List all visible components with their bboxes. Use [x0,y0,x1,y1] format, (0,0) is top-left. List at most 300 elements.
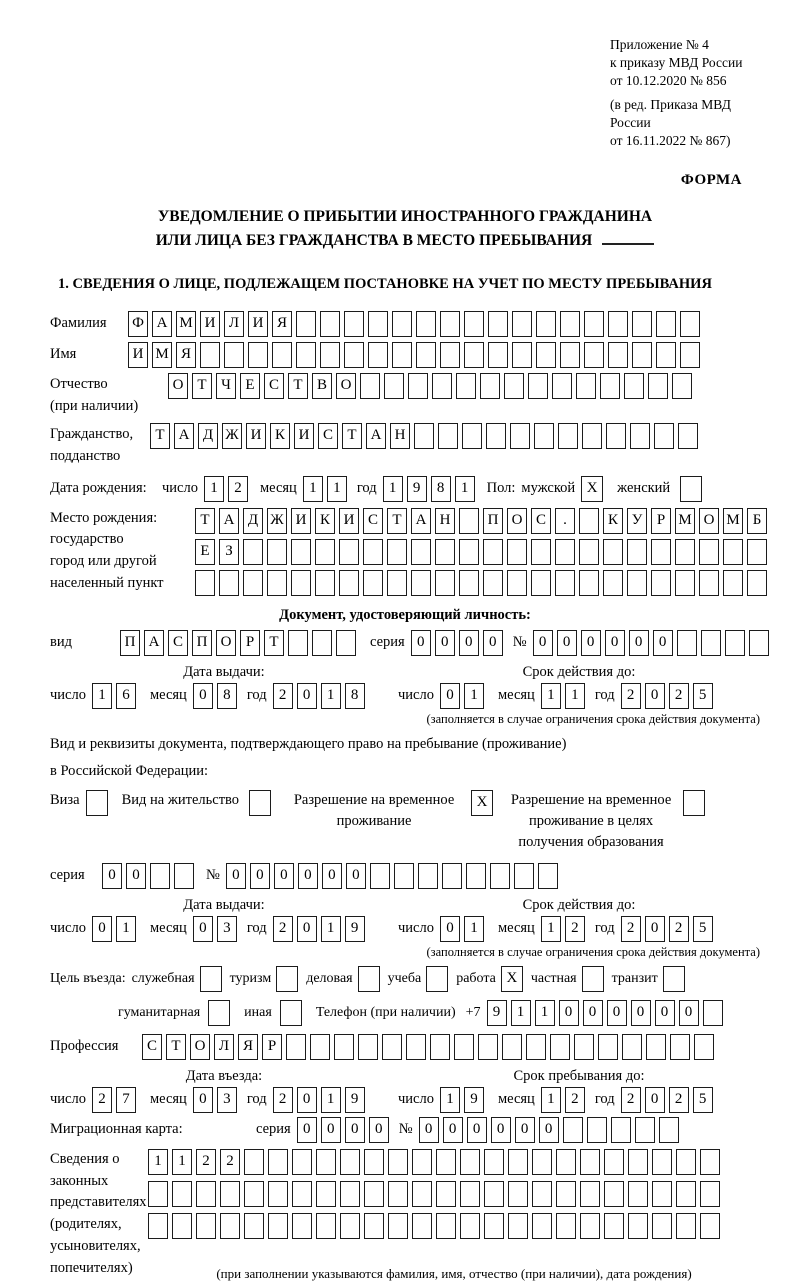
migration-series-cells[interactable] [297,1117,393,1143]
char-cell[interactable]: Р [262,1034,282,1060]
char-cell[interactable]: Ч [216,373,236,399]
char-cell[interactable] [608,311,628,337]
char-cell[interactable]: 0 [274,863,294,889]
char-cell[interactable] [580,1181,600,1207]
residence-permit-checkbox[interactable] [249,790,271,816]
visa-checkbox[interactable] [86,790,108,816]
char-cell[interactable] [316,1213,336,1239]
char-cell[interactable]: А [366,423,386,449]
char-cell[interactable] [174,863,194,889]
char-cell[interactable]: П [120,630,140,656]
char-cell[interactable]: Е [240,373,260,399]
char-cell[interactable] [652,1213,672,1239]
char-cell[interactable] [459,570,479,596]
char-cell[interactable] [584,342,604,368]
char-cell[interactable] [334,1034,354,1060]
char-cell[interactable] [675,539,695,565]
purpose-private-checkbox[interactable] [582,966,604,992]
char-cell[interactable] [310,1034,330,1060]
char-cell[interactable]: 2 [273,683,293,709]
char-cell[interactable] [414,423,434,449]
char-cell[interactable] [550,1034,570,1060]
char-cell[interactable]: 9 [345,1087,365,1113]
char-cell[interactable] [296,342,316,368]
char-cell[interactable]: К [270,423,290,449]
patronymic-cells[interactable] [168,373,696,399]
char-cell[interactable]: 0 [419,1117,439,1143]
char-cell[interactable]: 1 [565,683,585,709]
char-cell[interactable] [268,1213,288,1239]
purpose-business-checkbox[interactable] [358,966,380,992]
char-cell[interactable] [243,539,263,565]
char-cell[interactable] [368,342,388,368]
char-cell[interactable] [316,1181,336,1207]
char-cell[interactable]: 2 [669,916,689,942]
char-cell[interactable]: 2 [196,1149,216,1175]
purpose-work-checkbox[interactable]: X [501,966,523,992]
char-cell[interactable] [267,539,287,565]
char-cell[interactable]: 1 [464,916,484,942]
char-cell[interactable] [339,570,359,596]
char-cell[interactable]: 1 [455,476,475,502]
char-cell[interactable] [268,1149,288,1175]
residence-valid-day-cells[interactable] [440,916,488,942]
char-cell[interactable]: И [128,342,148,368]
char-cell[interactable] [580,1149,600,1175]
char-cell[interactable] [172,1213,192,1239]
char-cell[interactable] [148,1213,168,1239]
char-cell[interactable] [286,1034,306,1060]
char-cell[interactable] [312,630,332,656]
char-cell[interactable]: 0 [193,916,213,942]
char-cell[interactable]: 5 [693,1087,713,1113]
char-cell[interactable] [296,311,316,337]
char-cell[interactable]: Т [150,423,170,449]
char-cell[interactable]: 2 [273,916,293,942]
char-cell[interactable]: 1 [541,916,561,942]
char-cell[interactable]: 2 [621,916,641,942]
char-cell[interactable] [315,539,335,565]
temp-residence-education-checkbox[interactable] [683,790,705,816]
char-cell[interactable]: П [192,630,212,656]
char-cell[interactable] [315,570,335,596]
char-cell[interactable]: 0 [440,683,460,709]
char-cell[interactable] [507,570,527,596]
representatives-row2-cells[interactable] [148,1181,724,1207]
char-cell[interactable]: 0 [655,1000,675,1026]
char-cell[interactable] [725,630,745,656]
char-cell[interactable]: И [339,508,359,534]
char-cell[interactable] [534,423,554,449]
doc-issue-year-cells[interactable] [273,683,369,709]
char-cell[interactable]: 2 [621,683,641,709]
char-cell[interactable]: 0 [443,1117,463,1143]
char-cell[interactable] [600,373,620,399]
char-cell[interactable]: 2 [273,1087,293,1113]
char-cell[interactable] [532,1149,552,1175]
char-cell[interactable] [510,423,530,449]
char-cell[interactable]: 5 [693,916,713,942]
char-cell[interactable] [514,863,534,889]
char-cell[interactable] [659,1117,679,1143]
char-cell[interactable]: 2 [565,1087,585,1113]
char-cell[interactable]: Н [435,508,455,534]
char-cell[interactable]: Т [288,373,308,399]
char-cell[interactable]: И [294,423,314,449]
char-cell[interactable] [220,1181,240,1207]
char-cell[interactable] [478,1034,498,1060]
char-cell[interactable]: 1 [172,1149,192,1175]
char-cell[interactable] [388,1213,408,1239]
char-cell[interactable] [196,1181,216,1207]
char-cell[interactable] [416,311,436,337]
char-cell[interactable] [411,570,431,596]
char-cell[interactable] [627,570,647,596]
char-cell[interactable] [723,539,743,565]
firstname-cells[interactable] [128,342,704,368]
char-cell[interactable]: С [363,508,383,534]
char-cell[interactable]: М [723,508,743,534]
char-cell[interactable] [244,1181,264,1207]
char-cell[interactable] [608,342,628,368]
gender-female-checkbox[interactable] [680,476,702,502]
char-cell[interactable]: 1 [511,1000,531,1026]
birth-month-cells[interactable] [303,476,351,502]
char-cell[interactable] [680,342,700,368]
char-cell[interactable]: 0 [297,916,317,942]
char-cell[interactable]: 2 [565,916,585,942]
char-cell[interactable]: Т [342,423,362,449]
char-cell[interactable] [272,342,292,368]
char-cell[interactable] [459,508,479,534]
char-cell[interactable]: 2 [228,476,248,502]
char-cell[interactable] [552,373,572,399]
char-cell[interactable]: 2 [92,1087,112,1113]
char-cell[interactable]: 0 [322,863,342,889]
citizenship-cells[interactable] [150,423,702,449]
char-cell[interactable] [560,342,580,368]
residence-valid-month-cells[interactable] [541,916,589,942]
char-cell[interactable] [288,630,308,656]
char-cell[interactable] [454,1034,474,1060]
purpose-official-checkbox[interactable] [200,966,222,992]
char-cell[interactable] [200,342,220,368]
char-cell[interactable] [694,1034,714,1060]
char-cell[interactable] [560,311,580,337]
char-cell[interactable] [220,1213,240,1239]
char-cell[interactable]: Т [166,1034,186,1060]
char-cell[interactable] [676,1181,696,1207]
char-cell[interactable] [604,1149,624,1175]
char-cell[interactable]: 0 [369,1117,389,1143]
char-cell[interactable] [368,311,388,337]
char-cell[interactable] [430,1034,450,1060]
char-cell[interactable] [291,539,311,565]
char-cell[interactable] [388,1181,408,1207]
char-cell[interactable]: 0 [491,1117,511,1143]
char-cell[interactable]: З [219,539,239,565]
char-cell[interactable] [556,1213,576,1239]
char-cell[interactable]: Б [747,508,767,534]
char-cell[interactable] [418,863,438,889]
char-cell[interactable] [512,311,532,337]
char-cell[interactable]: 2 [220,1149,240,1175]
char-cell[interactable]: 0 [539,1117,559,1143]
char-cell[interactable]: 2 [669,683,689,709]
char-cell[interactable]: 0 [298,863,318,889]
char-cell[interactable] [460,1149,480,1175]
char-cell[interactable] [648,373,668,399]
stay-year-cells[interactable] [621,1087,717,1113]
char-cell[interactable] [536,311,556,337]
char-cell[interactable]: 0 [250,863,270,889]
residence-issue-day-cells[interactable] [92,916,140,942]
char-cell[interactable]: 0 [515,1117,535,1143]
char-cell[interactable] [268,1181,288,1207]
char-cell[interactable] [604,1181,624,1207]
char-cell[interactable]: Ж [222,423,242,449]
char-cell[interactable] [675,570,695,596]
char-cell[interactable]: 1 [541,1087,561,1113]
char-cell[interactable] [579,539,599,565]
char-cell[interactable] [646,1034,666,1060]
char-cell[interactable]: 1 [541,683,561,709]
char-cell[interactable]: 1 [148,1149,168,1175]
temp-residence-checkbox[interactable]: X [471,790,493,816]
char-cell[interactable]: 0 [645,916,665,942]
char-cell[interactable] [624,373,644,399]
char-cell[interactable] [531,570,551,596]
char-cell[interactable] [700,1213,720,1239]
char-cell[interactable] [460,1181,480,1207]
char-cell[interactable] [364,1149,384,1175]
char-cell[interactable] [512,342,532,368]
char-cell[interactable] [587,1117,607,1143]
char-cell[interactable] [224,342,244,368]
char-cell[interactable]: 0 [607,1000,627,1026]
char-cell[interactable] [628,1181,648,1207]
char-cell[interactable]: И [246,423,266,449]
char-cell[interactable]: 0 [126,863,146,889]
char-cell[interactable] [243,570,263,596]
char-cell[interactable] [598,1034,618,1060]
char-cell[interactable] [364,1213,384,1239]
char-cell[interactable] [292,1149,312,1175]
char-cell[interactable]: Н [390,423,410,449]
char-cell[interactable]: 0 [102,863,122,889]
char-cell[interactable] [466,863,486,889]
char-cell[interactable]: 0 [605,630,625,656]
doc-number-cells[interactable] [533,630,773,656]
char-cell[interactable] [604,1213,624,1239]
char-cell[interactable]: 1 [92,683,112,709]
char-cell[interactable]: О [507,508,527,534]
char-cell[interactable]: Т [195,508,215,534]
entry-month-cells[interactable] [193,1087,241,1113]
char-cell[interactable]: А [219,508,239,534]
char-cell[interactable] [392,342,412,368]
char-cell[interactable]: 0 [321,1117,341,1143]
char-cell[interactable]: С [318,423,338,449]
char-cell[interactable]: Ф [128,311,148,337]
char-cell[interactable] [582,423,602,449]
char-cell[interactable] [723,570,743,596]
char-cell[interactable] [528,373,548,399]
doc-issue-day-cells[interactable] [92,683,140,709]
char-cell[interactable]: Д [243,508,263,534]
char-cell[interactable] [432,373,452,399]
entry-year-cells[interactable] [273,1087,369,1113]
char-cell[interactable]: 0 [345,1117,365,1143]
doc-series-cells[interactable] [411,630,507,656]
char-cell[interactable]: М [675,508,695,534]
char-cell[interactable] [651,570,671,596]
char-cell[interactable] [526,1034,546,1060]
char-cell[interactable] [532,1213,552,1239]
char-cell[interactable] [670,1034,690,1060]
char-cell[interactable] [531,539,551,565]
char-cell[interactable] [563,1117,583,1143]
char-cell[interactable]: О [168,373,188,399]
birth-place-row2-cells[interactable] [195,539,771,565]
char-cell[interactable]: И [291,508,311,534]
char-cell[interactable] [606,423,626,449]
char-cell[interactable]: Д [198,423,218,449]
char-cell[interactable] [574,1034,594,1060]
char-cell[interactable]: 0 [533,630,553,656]
char-cell[interactable] [394,863,414,889]
char-cell[interactable] [611,1117,631,1143]
char-cell[interactable] [556,1149,576,1175]
char-cell[interactable]: 1 [321,683,341,709]
char-cell[interactable] [651,539,671,565]
char-cell[interactable]: 1 [321,1087,341,1113]
char-cell[interactable] [556,1181,576,1207]
char-cell[interactable]: А [152,311,172,337]
char-cell[interactable]: 0 [411,630,431,656]
char-cell[interactable]: 1 [440,1087,460,1113]
char-cell[interactable]: А [144,630,164,656]
char-cell[interactable] [358,1034,378,1060]
purpose-other-checkbox[interactable] [280,1000,302,1026]
char-cell[interactable]: О [216,630,236,656]
char-cell[interactable] [504,373,524,399]
purpose-transit-checkbox[interactable] [663,966,685,992]
char-cell[interactable] [456,373,476,399]
char-cell[interactable]: 0 [459,630,479,656]
char-cell[interactable] [344,342,364,368]
char-cell[interactable]: 1 [383,476,403,502]
char-cell[interactable] [291,570,311,596]
char-cell[interactable] [532,1181,552,1207]
purpose-humanitarian-checkbox[interactable] [208,1000,230,1026]
char-cell[interactable] [507,539,527,565]
char-cell[interactable] [435,539,455,565]
char-cell[interactable] [244,1149,264,1175]
birth-day-cells[interactable] [204,476,252,502]
char-cell[interactable] [320,311,340,337]
char-cell[interactable] [442,863,462,889]
char-cell[interactable] [622,1034,642,1060]
char-cell[interactable]: Е [195,539,215,565]
char-cell[interactable] [555,570,575,596]
char-cell[interactable] [339,539,359,565]
char-cell[interactable]: 7 [116,1087,136,1113]
char-cell[interactable] [603,570,623,596]
char-cell[interactable]: А [411,508,431,534]
char-cell[interactable]: 3 [217,916,237,942]
char-cell[interactable] [219,570,239,596]
char-cell[interactable] [488,311,508,337]
char-cell[interactable]: 0 [483,630,503,656]
char-cell[interactable]: Я [272,311,292,337]
char-cell[interactable]: О [190,1034,210,1060]
char-cell[interactable] [464,342,484,368]
residence-number-cells[interactable] [226,863,562,889]
char-cell[interactable]: О [699,508,719,534]
char-cell[interactable] [480,373,500,399]
char-cell[interactable] [672,373,692,399]
doc-issue-month-cells[interactable] [193,683,241,709]
char-cell[interactable]: 8 [217,683,237,709]
char-cell[interactable] [370,863,390,889]
char-cell[interactable] [678,423,698,449]
char-cell[interactable]: 0 [653,630,673,656]
char-cell[interactable] [656,311,676,337]
residence-series-cells[interactable] [102,863,198,889]
char-cell[interactable] [392,311,412,337]
char-cell[interactable] [580,1213,600,1239]
char-cell[interactable] [320,342,340,368]
char-cell[interactable]: М [176,311,196,337]
char-cell[interactable]: М [152,342,172,368]
char-cell[interactable] [632,311,652,337]
char-cell[interactable] [508,1181,528,1207]
gender-male-checkbox[interactable]: X [581,476,603,502]
char-cell[interactable] [555,539,575,565]
char-cell[interactable]: 0 [226,863,246,889]
char-cell[interactable]: 8 [431,476,451,502]
char-cell[interactable] [435,570,455,596]
char-cell[interactable] [148,1181,168,1207]
char-cell[interactable]: 0 [297,683,317,709]
char-cell[interactable] [363,539,383,565]
char-cell[interactable] [248,342,268,368]
char-cell[interactable]: 0 [297,1087,317,1113]
char-cell[interactable]: Т [387,508,407,534]
char-cell[interactable]: 0 [631,1000,651,1026]
char-cell[interactable]: 9 [407,476,427,502]
char-cell[interactable]: П [483,508,503,534]
char-cell[interactable] [490,863,510,889]
char-cell[interactable]: Л [214,1034,234,1060]
purpose-tourism-checkbox[interactable] [276,966,298,992]
char-cell[interactable]: 0 [557,630,577,656]
char-cell[interactable]: 0 [645,683,665,709]
char-cell[interactable] [483,539,503,565]
char-cell[interactable]: 0 [346,863,366,889]
char-cell[interactable]: С [264,373,284,399]
char-cell[interactable] [436,1213,456,1239]
doc-valid-year-cells[interactable] [621,683,717,709]
char-cell[interactable]: 1 [321,916,341,942]
char-cell[interactable] [364,1181,384,1207]
char-cell[interactable] [292,1213,312,1239]
char-cell[interactable]: Л [224,311,244,337]
doc-valid-month-cells[interactable] [541,683,589,709]
phone-cells[interactable] [487,1000,727,1026]
char-cell[interactable]: Т [192,373,212,399]
